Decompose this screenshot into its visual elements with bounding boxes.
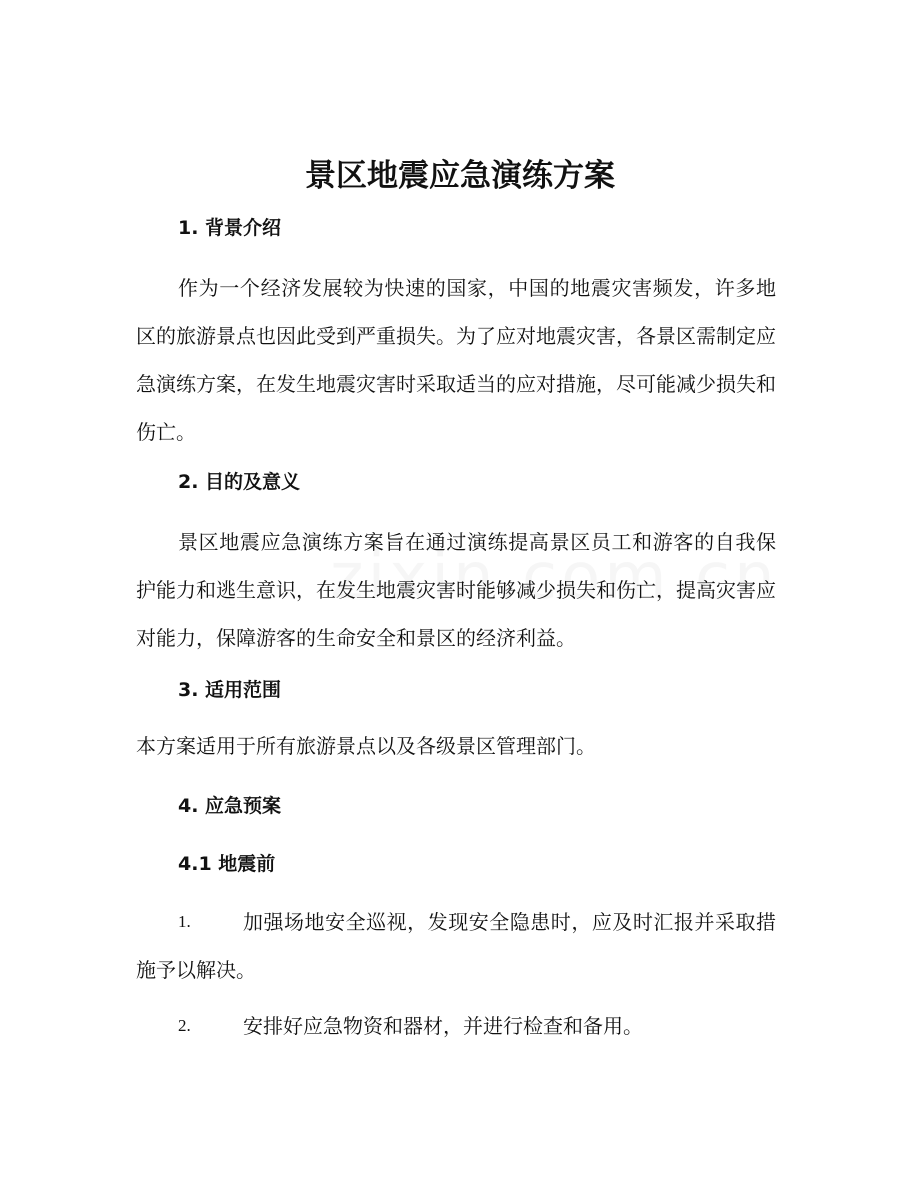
section-paragraph-scope: 本方案适用于所有旅游景点以及各级景区管理部门。: [136, 734, 596, 758]
section-paragraph-background: 作为一个经济发展较为快速的国家，中国的地震灾害频发，许多地区的旅游景点也因此受到严重损失。为了应对地震灾害，各景区需制定应急演练方案，在发生地震灾害时采取适当的应对措施，尽可能减少损失和伤亡。: [136, 276, 776, 444]
section-heading-scope: 3. 适用范围: [178, 679, 282, 701]
list-item-text: 加强场地安全巡视，发现安全隐患时，应及时汇报并采取措施予以解决。: [136, 910, 776, 982]
list-item-text: 安排好应急物资和器材，并进行检查和备用。: [243, 1014, 643, 1038]
section-heading-emergency-plan: 4. 应急预案: [178, 795, 282, 817]
subsection-heading-before-earthquake: 4.1 地震前: [178, 853, 276, 875]
document-title: 景区地震应急演练方案: [305, 158, 615, 194]
list-item: [136, 898, 776, 994]
section-heading-background: 1. 背景介绍: [178, 217, 282, 239]
section-heading-purpose: 2. 目的及意义: [178, 471, 301, 493]
list-item-number: 2.: [178, 1016, 191, 1035]
section-paragraph-purpose: 景区地震应急演练方案旨在通过演练提高景区员工和游客的自我保护能力和逃生意识，在发生地震灾害时能够减少损失和伤亡，提高灾害应对能力，保障游客的生命安全和景区的经济利益。: [136, 530, 776, 650]
list-item-number: 1.: [178, 912, 191, 931]
list-item: [136, 1002, 776, 1050]
